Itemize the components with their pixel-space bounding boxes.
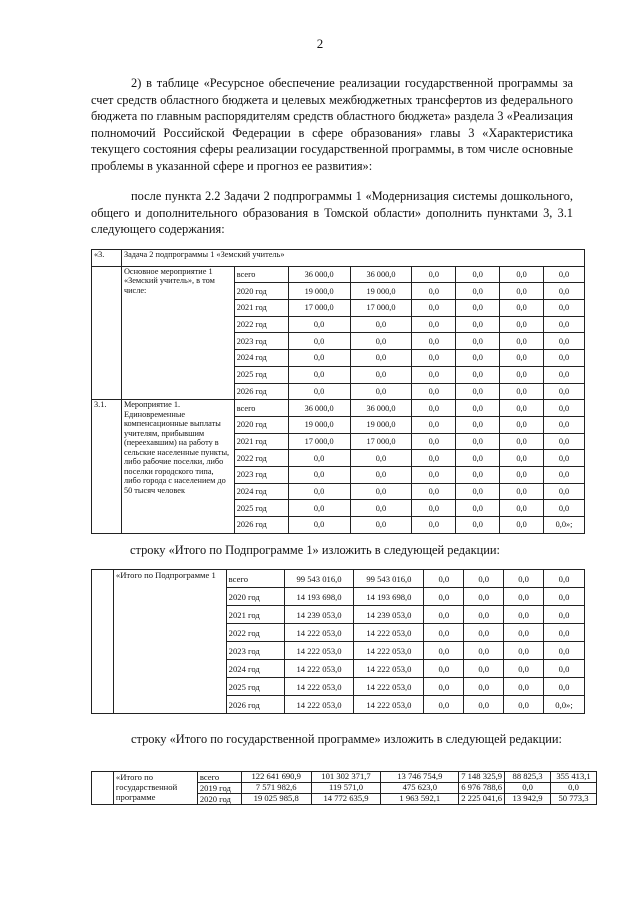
value-cell: 0,0 — [505, 783, 551, 794]
value-cell: 36 000,0 — [288, 400, 350, 417]
value-cell: 0,0 — [456, 466, 500, 483]
value-cell: 0,0 — [500, 466, 544, 483]
value-cell: 0,0 — [544, 450, 585, 467]
row-number — [92, 266, 122, 400]
value-cell: 0,0 — [424, 570, 464, 588]
year-cell: всего — [234, 266, 288, 283]
paragraph-program-total: строку «Итого по государственной программе» изложить в следующей редакции: — [131, 732, 562, 746]
value-cell: 19 000,0 — [288, 416, 350, 433]
value-cell: 19 000,0 — [350, 416, 412, 433]
value-cell: 0,0 — [544, 433, 585, 450]
value-cell: 0,0 — [456, 400, 500, 417]
value-cell: 0,0 — [412, 266, 456, 283]
value-cell: 0,0 — [456, 483, 500, 500]
value-cell: 14 193 698,0 — [284, 588, 354, 606]
value-cell: 14 239 053,0 — [284, 606, 354, 624]
value-cell: 0,0 — [500, 350, 544, 367]
year-cell: 2020 год — [234, 416, 288, 433]
paragraph-table-amendment: 2) в таблице «Ресурсное обеспечение реализации государственной программы за счет средств областного бюджета и целевых межбюджетных трансфертов из федерального бюджета по главным распорядителям средств областного бюджета» раздела 3 «Реализация полномочий Российской Федерации в сфере образования» главы 3 «Характеристика текущего состояния сферы реализации государственной программы, в том числе основные проблемы в указанной сфере и прогноз ее развития»: — [91, 76, 573, 173]
value-cell: 0,0 — [464, 624, 504, 642]
year-cell: 2025 год — [226, 678, 284, 696]
table-row — [92, 772, 597, 783]
value-cell: 0,0 — [288, 350, 350, 367]
value-cell: 0,0 — [504, 606, 544, 624]
value-cell: 19 000,0 — [288, 283, 350, 300]
main-event-label: Основное мероприятие 1 «Земский учитель», в том числе: — [121, 266, 234, 400]
value-cell: 0,0 — [350, 383, 412, 400]
value-cell: 0,0 — [456, 316, 500, 333]
value-cell: 0,0 — [288, 333, 350, 350]
value-cell: 0,0 — [350, 316, 412, 333]
year-cell: всего — [197, 772, 241, 783]
value-cell: 0,0 — [500, 450, 544, 467]
value-cell: 0,0 — [424, 660, 464, 678]
value-cell: 0,0 — [544, 678, 585, 696]
value-cell: 0,0 — [412, 416, 456, 433]
value-cell: 0,0 — [456, 433, 500, 450]
value-cell: 0,0 — [544, 500, 585, 517]
value-cell: 0,0 — [500, 416, 544, 433]
value-cell: 0,0 — [288, 450, 350, 467]
value-cell: 0,0 — [544, 350, 585, 367]
year-cell: 2025 год — [234, 366, 288, 383]
value-cell: 0,0 — [412, 366, 456, 383]
value-cell: 14 222 053,0 — [354, 642, 424, 660]
value-cell: 0,0 — [464, 570, 504, 588]
year-cell: 2026 год — [234, 517, 288, 534]
year-cell: 2019 год — [197, 783, 241, 794]
year-cell: 2025 год — [234, 500, 288, 517]
table-program-total — [91, 771, 597, 805]
value-cell: 17 000,0 — [350, 433, 412, 450]
value-cell: 0,0 — [544, 660, 585, 678]
year-cell: всего — [226, 570, 284, 588]
value-cell: 14 222 053,0 — [284, 678, 354, 696]
value-cell: 88 825,3 — [505, 772, 551, 783]
table-zemsky-teacher — [91, 249, 585, 534]
value-cell: 0,0 — [424, 606, 464, 624]
value-cell: 0,0 — [412, 300, 456, 317]
value-cell: 0,0 — [288, 366, 350, 383]
value-cell: 0,0 — [288, 500, 350, 517]
value-cell: 0,0 — [412, 283, 456, 300]
value-cell: 0,0 — [544, 266, 585, 283]
value-cell: 0,0 — [544, 466, 585, 483]
value-cell: 14 239 053,0 — [354, 606, 424, 624]
value-cell: 0,0 — [504, 660, 544, 678]
value-cell: 0,0 — [544, 333, 585, 350]
value-cell: 0,0 — [412, 466, 456, 483]
year-cell: 2021 год — [234, 433, 288, 450]
value-cell: 0,0 — [456, 333, 500, 350]
paragraph-add-items: после пункта 2.2 Задачи 2 подпрограммы 1 «Модернизация системы дошкольного, общего и дополнительного образования в Томской области» дополнить пунктами 3, 3.1 следующего содержания: — [91, 189, 573, 236]
value-cell: 0,0 — [412, 383, 456, 400]
value-cell: 0,0 — [464, 678, 504, 696]
value-cell: 0,0 — [456, 450, 500, 467]
value-cell: 0,0 — [456, 500, 500, 517]
value-cell: 14 193 698,0 — [354, 588, 424, 606]
value-cell: 17 000,0 — [288, 433, 350, 450]
program-total-label: «Итого по государственной программе — [113, 772, 197, 805]
value-cell: 0,0 — [551, 783, 597, 794]
year-cell: 2022 год — [234, 450, 288, 467]
table-row — [92, 570, 585, 588]
paragraph-subprogram-total: строку «Итого по Подпрограмме 1» изложить в следующей редакции: — [130, 543, 500, 557]
subprogram-total-label: «Итого по Подпрограмме 1 — [113, 570, 226, 714]
value-cell: 0,0 — [464, 696, 504, 714]
value-cell: 0,0 — [288, 383, 350, 400]
value-cell: 0,0 — [424, 624, 464, 642]
value-cell: 0,0 — [412, 400, 456, 417]
value-cell: 14 222 053,0 — [354, 660, 424, 678]
year-cell: 2023 год — [226, 642, 284, 660]
value-cell: 0,0 — [500, 300, 544, 317]
value-cell: 0,0 — [350, 333, 412, 350]
value-cell: 0,0 — [500, 316, 544, 333]
value-cell: 0,0 — [544, 300, 585, 317]
value-cell: 14 222 053,0 — [354, 678, 424, 696]
table-subprogram-total — [91, 569, 585, 714]
value-cell: 119 571,0 — [311, 783, 381, 794]
value-cell: 17 000,0 — [288, 300, 350, 317]
value-cell: 99 543 016,0 — [284, 570, 354, 588]
value-cell: 0,0 — [412, 500, 456, 517]
year-cell: 2023 год — [234, 466, 288, 483]
year-cell: 2024 год — [234, 350, 288, 367]
value-cell: 14 222 053,0 — [284, 642, 354, 660]
value-cell: 36 000,0 — [288, 266, 350, 283]
year-cell: 2020 год — [234, 283, 288, 300]
value-cell: 0,0 — [544, 570, 585, 588]
value-cell: 0,0 — [412, 316, 456, 333]
value-cell: 6 976 788,6 — [459, 783, 505, 794]
value-cell: 0,0 — [544, 400, 585, 417]
value-cell: 0,0 — [544, 606, 585, 624]
year-cell: 2021 год — [226, 606, 284, 624]
value-cell: 0,0 — [464, 588, 504, 606]
value-cell: 0,0 — [544, 624, 585, 642]
value-cell: 0,0 — [544, 416, 585, 433]
value-cell: 0,0 — [288, 466, 350, 483]
value-cell: 0,0 — [544, 283, 585, 300]
value-cell: 0,0 — [464, 660, 504, 678]
value-cell: 0,0 — [456, 350, 500, 367]
value-cell: 0,0 — [500, 400, 544, 417]
year-cell: 2020 год — [226, 588, 284, 606]
value-cell: 0,0 — [456, 416, 500, 433]
value-cell: 14 222 053,0 — [354, 624, 424, 642]
year-cell: 2022 год — [226, 624, 284, 642]
value-cell: 0,0 — [412, 333, 456, 350]
table-row — [92, 400, 585, 417]
value-cell: 13 942,9 — [505, 794, 551, 805]
year-cell: 2024 год — [226, 660, 284, 678]
value-cell: 0,0 — [544, 383, 585, 400]
table-row — [92, 266, 585, 283]
event-number: 3.1. — [92, 400, 122, 534]
value-cell: 14 222 053,0 — [284, 696, 354, 714]
value-cell: 36 000,0 — [350, 400, 412, 417]
value-cell: 0,0 — [464, 642, 504, 660]
value-cell: 0,0 — [456, 383, 500, 400]
value-cell: 355 413,1 — [551, 772, 597, 783]
value-cell: 0,0 — [350, 466, 412, 483]
task-title: Задача 2 подпрограммы 1 «Земский учитель» — [121, 250, 584, 267]
value-cell: 0,0 — [456, 283, 500, 300]
value-cell: 0,0 — [412, 350, 456, 367]
value-cell: 7 148 325,9 — [459, 772, 505, 783]
value-cell: 0,0 — [350, 500, 412, 517]
value-cell: 0,0 — [424, 696, 464, 714]
value-cell: 0,0 — [412, 483, 456, 500]
value-cell: 0,0 — [412, 450, 456, 467]
value-cell: 0,0 — [504, 570, 544, 588]
value-cell: 0,0 — [424, 642, 464, 660]
value-cell: 0,0 — [350, 483, 412, 500]
value-cell: 7 571 982,6 — [241, 783, 311, 794]
value-cell: 0,0 — [424, 588, 464, 606]
value-cell: 0,0 — [456, 266, 500, 283]
row-number — [92, 570, 114, 714]
value-cell: 122 641 690,9 — [241, 772, 311, 783]
year-cell: 2020 год — [197, 794, 241, 805]
task-number: «3. — [92, 250, 122, 267]
value-cell: 14 222 053,0 — [354, 696, 424, 714]
value-cell: 0,0 — [544, 316, 585, 333]
value-cell: 0,0 — [424, 678, 464, 696]
value-cell: 0,0 — [500, 266, 544, 283]
value-cell: 0,0 — [500, 500, 544, 517]
value-cell: 0,0 — [504, 678, 544, 696]
value-cell: 0,0»; — [544, 696, 585, 714]
value-cell: 0,0 — [544, 483, 585, 500]
year-cell: 2026 год — [226, 696, 284, 714]
year-cell: 2024 год — [234, 483, 288, 500]
year-cell: всего — [234, 400, 288, 417]
value-cell: 0,0 — [288, 316, 350, 333]
value-cell: 14 772 635,9 — [311, 794, 381, 805]
year-cell: 2021 год — [234, 300, 288, 317]
year-cell: 2023 год — [234, 333, 288, 350]
page-number: 2 — [316, 36, 324, 51]
value-cell: 0,0»; — [544, 517, 585, 534]
value-cell: 0,0 — [456, 366, 500, 383]
value-cell: 0,0 — [350, 366, 412, 383]
value-cell: 0,0 — [544, 642, 585, 660]
value-cell: 0,0 — [350, 450, 412, 467]
value-cell: 101 302 371,7 — [311, 772, 381, 783]
value-cell: 0,0 — [500, 483, 544, 500]
value-cell: 0,0 — [504, 588, 544, 606]
value-cell: 0,0 — [500, 433, 544, 450]
value-cell: 0,0 — [350, 350, 412, 367]
value-cell: 0,0 — [504, 624, 544, 642]
year-cell: 2022 год — [234, 316, 288, 333]
value-cell: 0,0 — [412, 517, 456, 534]
value-cell: 17 000,0 — [350, 300, 412, 317]
value-cell: 0,0 — [500, 283, 544, 300]
value-cell: 0,0 — [350, 517, 412, 534]
value-cell: 14 222 053,0 — [284, 660, 354, 678]
value-cell: 19 025 985,8 — [241, 794, 311, 805]
row-number — [92, 772, 114, 805]
value-cell: 0,0 — [544, 366, 585, 383]
value-cell: 14 222 053,0 — [284, 624, 354, 642]
value-cell: 0,0 — [500, 366, 544, 383]
value-cell: 36 000,0 — [350, 266, 412, 283]
value-cell: 0,0 — [464, 606, 504, 624]
value-cell: 475 623,0 — [381, 783, 459, 794]
value-cell: 0,0 — [500, 333, 544, 350]
value-cell: 99 543 016,0 — [354, 570, 424, 588]
value-cell: 2 225 041,6 — [459, 794, 505, 805]
value-cell: 0,0 — [288, 483, 350, 500]
value-cell: 0,0 — [504, 696, 544, 714]
year-cell: 2026 год — [234, 383, 288, 400]
value-cell: 0,0 — [288, 517, 350, 534]
value-cell: 0,0 — [544, 588, 585, 606]
value-cell: 0,0 — [500, 383, 544, 400]
value-cell: 0,0 — [456, 300, 500, 317]
value-cell: 0,0 — [412, 433, 456, 450]
value-cell: 0,0 — [504, 642, 544, 660]
value-cell: 13 746 754,9 — [381, 772, 459, 783]
value-cell: 1 963 592,1 — [381, 794, 459, 805]
value-cell: 50 773,3 — [551, 794, 597, 805]
value-cell: 19 000,0 — [350, 283, 412, 300]
value-cell: 0,0 — [456, 517, 500, 534]
value-cell: 0,0 — [500, 517, 544, 534]
event-label: Мероприятие 1. Единовременные компенсационные выплаты учителям, прибывшим (переехавшим) на работу в сельские населенные пункты, либо рабочие поселки, либо поселки городского типа, либо города с населением до 50 тысяч человек — [121, 400, 234, 534]
